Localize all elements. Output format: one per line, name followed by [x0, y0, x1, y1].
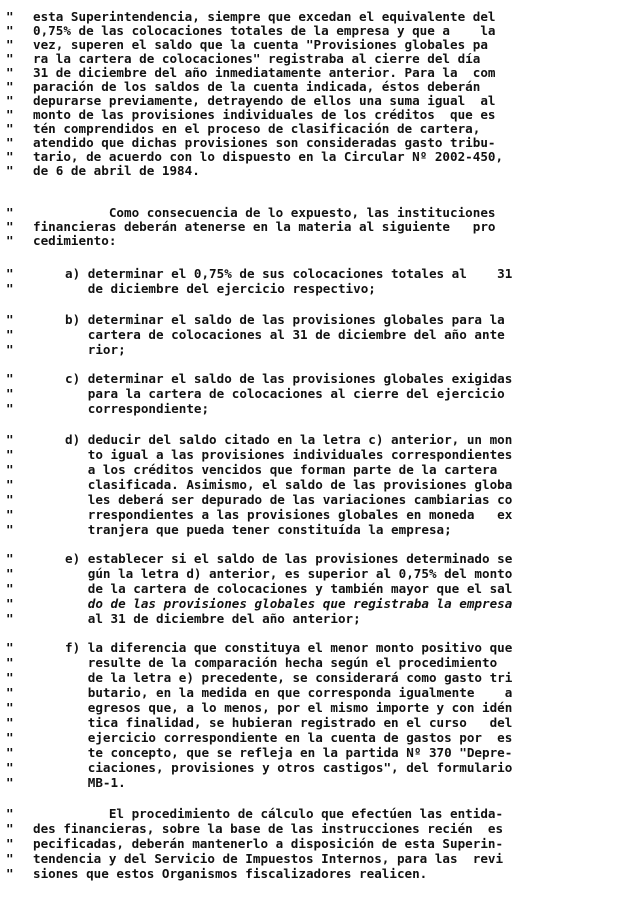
text-line: " vez, superen el saldo que la cuenta "Provisiones globales pa: [6, 37, 488, 52]
text-line: " de 6 de abril de 1984.: [6, 163, 200, 178]
text-line: " tendencia y del Servicio de Impuestos Internos, para las revi: [6, 851, 504, 866]
text-line: " d) deducir del saldo citado en la letra c) anterior, un mon: [6, 432, 513, 447]
text-line: " de la cartera de colocaciones y también mayor que el sal: [6, 581, 513, 596]
text-line: " butario, en la medida en que corresponda igualmente a: [6, 685, 513, 700]
text-line: " al 31 de diciembre del año anterior;: [6, 611, 361, 626]
text-line: " 0,75% de las colocaciones totales de la empresa y que a la: [6, 23, 496, 38]
text-line: " ciaciones, provisiones y otros castigos", del formulario: [6, 760, 513, 775]
text-line: " cartera de colocaciones al 31 de diciembre del año ante: [6, 327, 505, 342]
text-line: " paración de los saldos de la cuenta indicada, éstos deberán: [6, 79, 481, 94]
text-line: " tario, de acuerdo con lo dispuesto en la Circular Nº 2002-450,: [6, 149, 504, 164]
text-line: " tranjera que pueda tener constituída la empresa;: [6, 522, 452, 537]
text-line: " f) la diferencia que constituya el menor monto positivo que: [6, 640, 513, 655]
text-line: " MB-1.: [6, 775, 126, 790]
text-line: " siones que estos Organismos fiscalizadores realicen.: [6, 866, 428, 881]
text-line: " des financieras, sobre la base de las instrucciones recién es: [6, 821, 504, 836]
text-line: " do de las provisiones globales que registraba la empresa: [6, 596, 513, 611]
text-line: " resulte de la comparación hecha según el procedimiento: [6, 655, 498, 670]
text-line: " egresos que, a lo menos, por el mismo importe y con idén: [6, 700, 513, 715]
text-line: " a) determinar el 0,75% de sus colocaciones totales al 31: [6, 266, 513, 281]
text-line: " El procedimiento de cálculo que efectúen las entida-: [6, 806, 504, 821]
text-line: " gún la letra d) anterior, es superior al 0,75% del monto: [6, 566, 513, 581]
text-line: " clasificada. Asimismo, el saldo de las provisiones globa: [6, 477, 513, 492]
text-line: " pecificadas, deberán mantenerlo a disposición de esta Superin-: [6, 836, 504, 851]
text-line: " rior;: [6, 342, 126, 357]
text-line: " Como consecuencia de lo expuesto, las instituciones: [6, 205, 496, 220]
text-line: " te concepto, que se refleja en la partida Nº 370 "Depre-: [6, 745, 513, 760]
text-line: " ejercicio correspondiente en la cuenta de gastos por es: [6, 730, 513, 745]
text-line: " 31 de diciembre del año inmediatamente anterior. Para la com: [6, 65, 496, 80]
text-line: " c) determinar el saldo de las provisiones globales exigidas: [6, 371, 513, 386]
text-line: " financieras deberán atenerse en la materia al siguiente pro: [6, 219, 496, 234]
text-line: " to igual a las provisiones individuales correspondientes: [6, 447, 513, 462]
text-line: " para la cartera de colocaciones al cierre del ejercicio: [6, 386, 505, 401]
text-line: " esta Superintendencia, siempre que excedan el equivalente del: [6, 9, 496, 24]
text-line: " de diciembre del ejercicio respectivo;: [6, 281, 376, 296]
text-line: " tén comprendidos en el proceso de clasificación de cartera,: [6, 121, 481, 136]
text-line: " correspondiente;: [6, 401, 210, 416]
text-line: " monto de las provisiones individuales de los créditos que es: [6, 107, 496, 122]
text-line: " cedimiento:: [6, 233, 117, 248]
text-line: " tica finalidad, se hubieran registrado en el curso del: [6, 715, 513, 730]
text-line: " rrespondientes a las provisiones globales en moneda ex: [6, 507, 513, 522]
text-line: " depurarse previamente, detrayendo de ellos una suma igual al: [6, 93, 496, 108]
text-line: " de la letra e) precedente, se considerará como gasto tri: [6, 670, 513, 685]
text-line: " atendido que dichas provisiones son consideradas gasto tribu-: [6, 135, 496, 150]
text-line: " ra la cartera de colocaciones" registraba al cierre del día: [6, 51, 481, 66]
text-line: " les deberá ser depurado de las variaciones cambiarias co: [6, 492, 513, 507]
text-line: " e) establecer si el saldo de las provisiones determinado se: [6, 551, 513, 566]
text-line: " a los créditos vencidos que forman parte de la cartera: [6, 462, 498, 477]
text-line: " b) determinar el saldo de las provisiones globales para la: [6, 312, 505, 327]
